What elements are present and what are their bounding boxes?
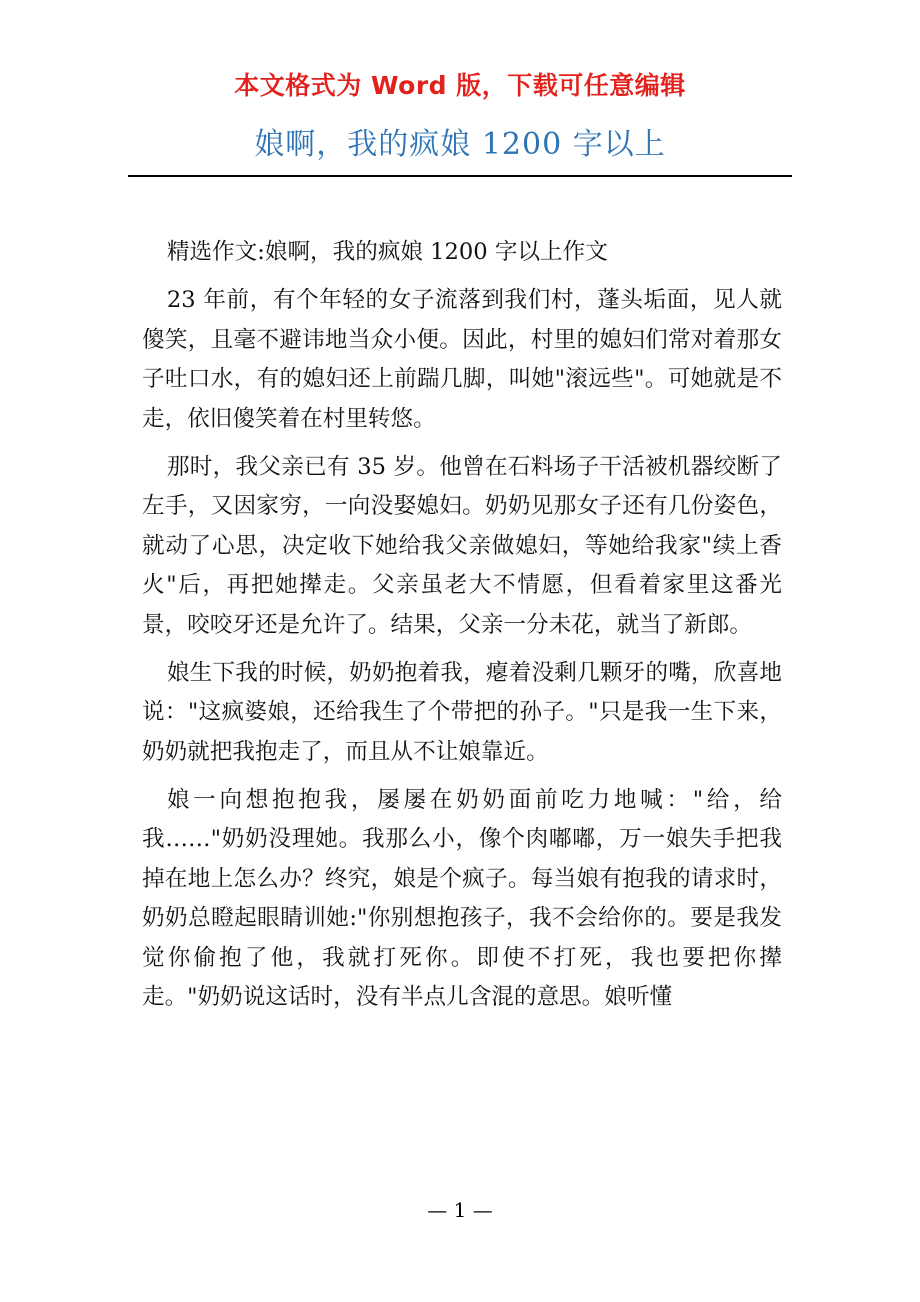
paragraph: 娘生下我的时候，奶奶抱着我，瘪着没剩几颗牙的嘴，欣喜地说："这疯婆娘，还给我生了个带把的孙子。"只是我一生下来，奶奶就把我抱走了，而且从不让娘靠近。 bbox=[142, 659, 782, 765]
paragraph: 那时，我父亲已有 35 岁。他曾在石料场子干活被机器绞断了左手，又因家穷，一向没娶媳妇。奶奶见那女子还有几份姿色，就动了心思，决定收下她给我父亲做媳妇，等她给我家"续上香火"后，再把她撵走。父亲虽老大不情愿，但看着家里这番光景，咬咬牙还是允许了。结果，父亲一分未花，就当了新郎。 bbox=[142, 453, 782, 638]
title-divider bbox=[128, 175, 792, 177]
document-body bbox=[142, 233, 782, 1026]
page-number: — 1 — bbox=[427, 1198, 493, 1222]
paragraph: 23 年前，有个年轻的女子流落到我们村，蓬头垢面，见人就傻笑，且毫不避讳地当众小便。因此，村里的媳妇们常对着那女子吐口水，有的媳妇还上前踹几脚，叫她"滚远些"。可她就是不走，依旧傻笑着在村里转悠。 bbox=[142, 287, 782, 432]
format-notice-banner: 本文格式为 Word 版，下载可任意编辑 bbox=[234, 71, 686, 100]
document-title: 娘啊，我的疯娘 1200 字以上 bbox=[254, 127, 666, 162]
paragraph: 娘一向想抱抱我，屡屡在奶奶面前吃力地喊："给，给我……"奶奶没理她。我那么小，像个肉嘟嘟，万一娘失手把我掉在地上怎么办？终究，娘是个疯子。每当娘有抱我的请求时，奶奶总瞪起眼睛训她:"你别想抱孩子，我不会给你的。要是我发觉你偷抱了他，我就打死你。即使不打死，我也要把你撵走。"奶奶说这话时，没有半点儿含混的意思。娘听懂 bbox=[142, 786, 782, 1010]
paragraph: 精选作文:娘啊，我的疯娘 1200 字以上作文 bbox=[166, 239, 608, 265]
